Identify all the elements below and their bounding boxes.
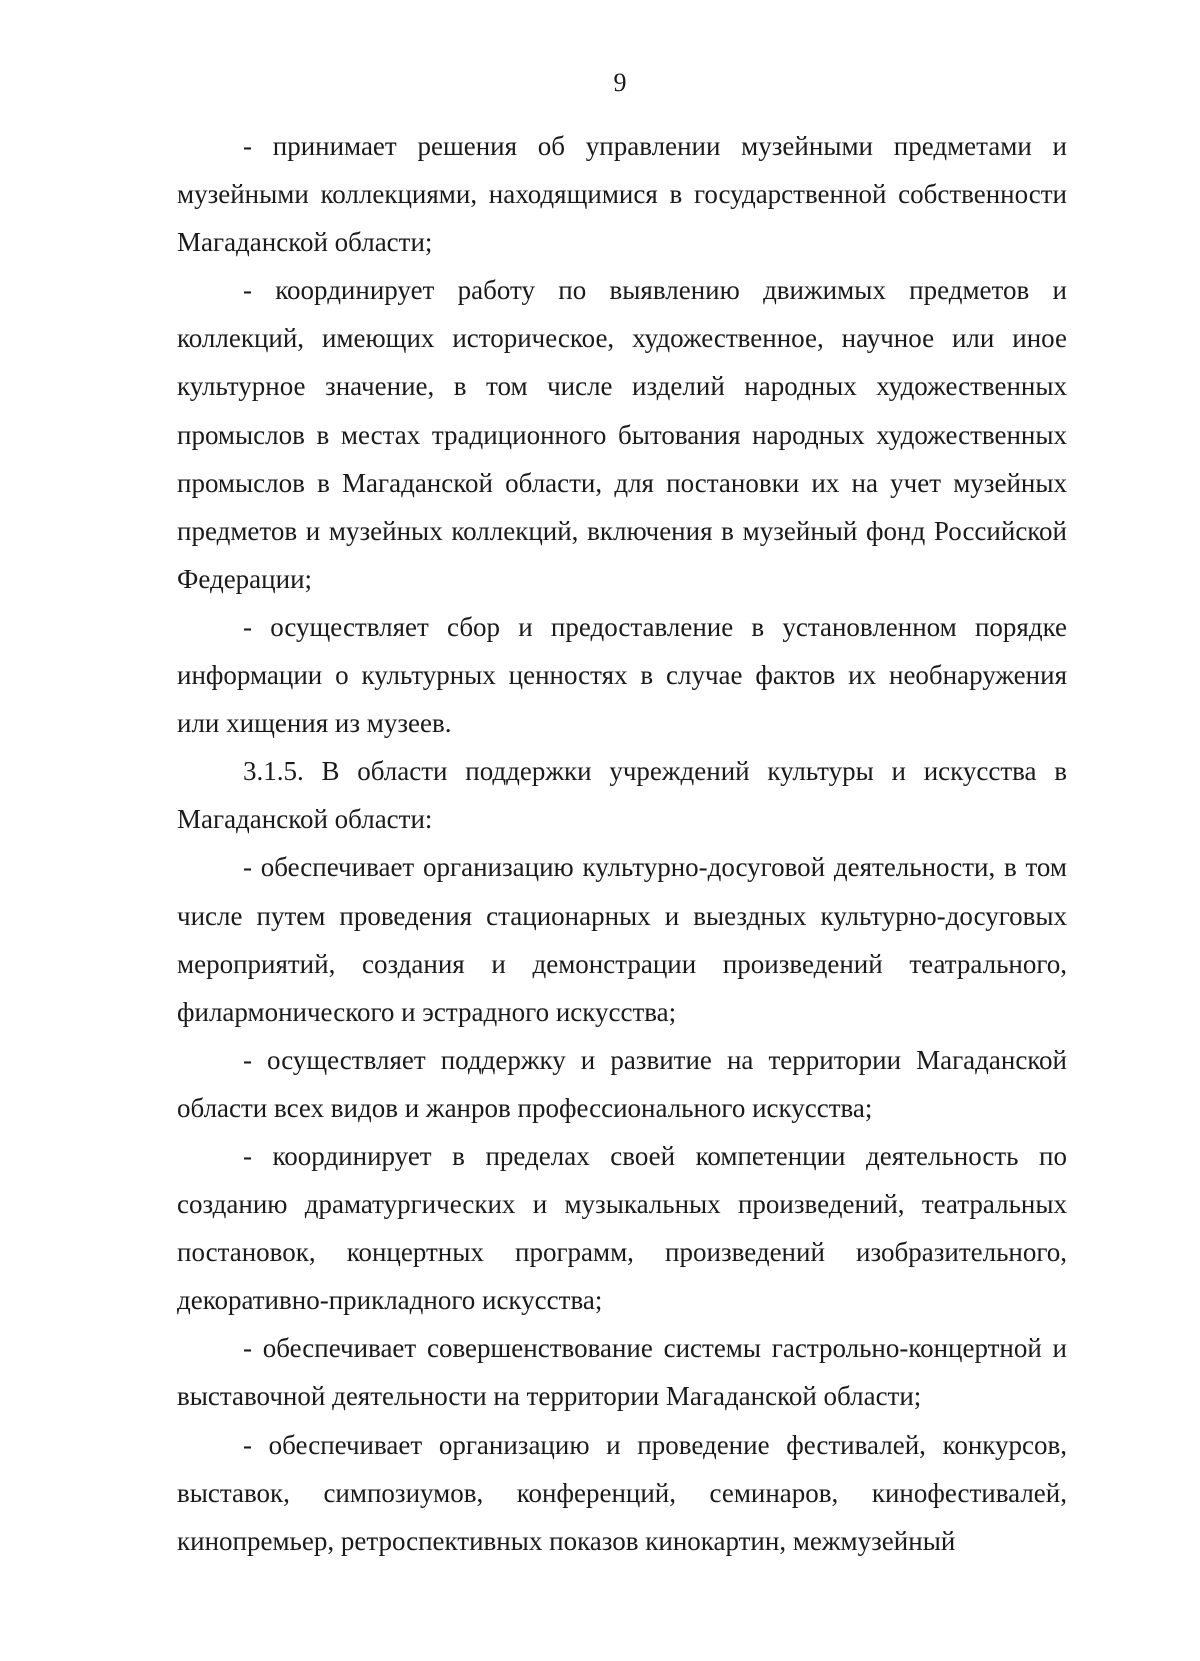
paragraph-cultural-leisure: - обеспечивает организацию культурно-досуговой деятельности, в том числе путем проведения стационарных и выездных культурно-досуговых мероприятий, создания и демонстрации произведений театрального, филармонического и эстрадного искусства; — [177, 852, 1067, 1027]
paragraph-festivals: - обеспечивает организацию и проведение фестивалей, конкурсов, выставок, симпозиумов, конференций, семинаров, кинофестивалей, кинопремьер, ретроспективных показов кинокартин, межмузейный — [177, 1429, 1067, 1556]
page-number: 9 — [613, 68, 627, 97]
paragraph-museum-management: - принимает решения об управлении музейными предметами и музейными коллекциями, находящимися в государственной собственности Магаданской области; — [177, 131, 1067, 258]
paragraph-identify-objects: - координирует работу по выявлению движимых предметов и коллекций, имеющих историческое, художественное, научное или иное культурное значение, в том числе изделий народных художественных промыслов в местах традиционного бытования народных художественных промыслов в Магаданской области, для постановки их на учет музейных предметов и музейных коллекций, включения в музейный фонд Российской Федерации; — [177, 275, 1067, 594]
paragraph-coordinate-creation: - координирует в пределах своей компетенции деятельность по созданию драматургических и музыкальных произведений, театральных постановок, концертных программ, произведений изобразительного, декоративно-прикладного искусства; — [177, 1140, 1067, 1316]
paragraph-professional-art: - осуществляет поддержку и развитие на территории Магаданской области всех видов и жанров профессионального искусства; — [177, 1044, 1067, 1123]
section-heading-3-1-5: 3.1.5. В области поддержки учреждений культуры и искусства в Магаданской области: — [177, 756, 1067, 835]
paragraph-touring-concerts: - обеспечивает совершенствование системы гастрольно-концертной и выставочной деятельности на территории Магаданской области; — [177, 1333, 1067, 1412]
document-body — [177, 122, 1067, 1565]
paragraph-collect-information: - осуществляет сбор и предоставление в установленном порядке информации о культурных ценностях в случае фактов их необнаружения или хищения из музеев. — [177, 611, 1067, 739]
